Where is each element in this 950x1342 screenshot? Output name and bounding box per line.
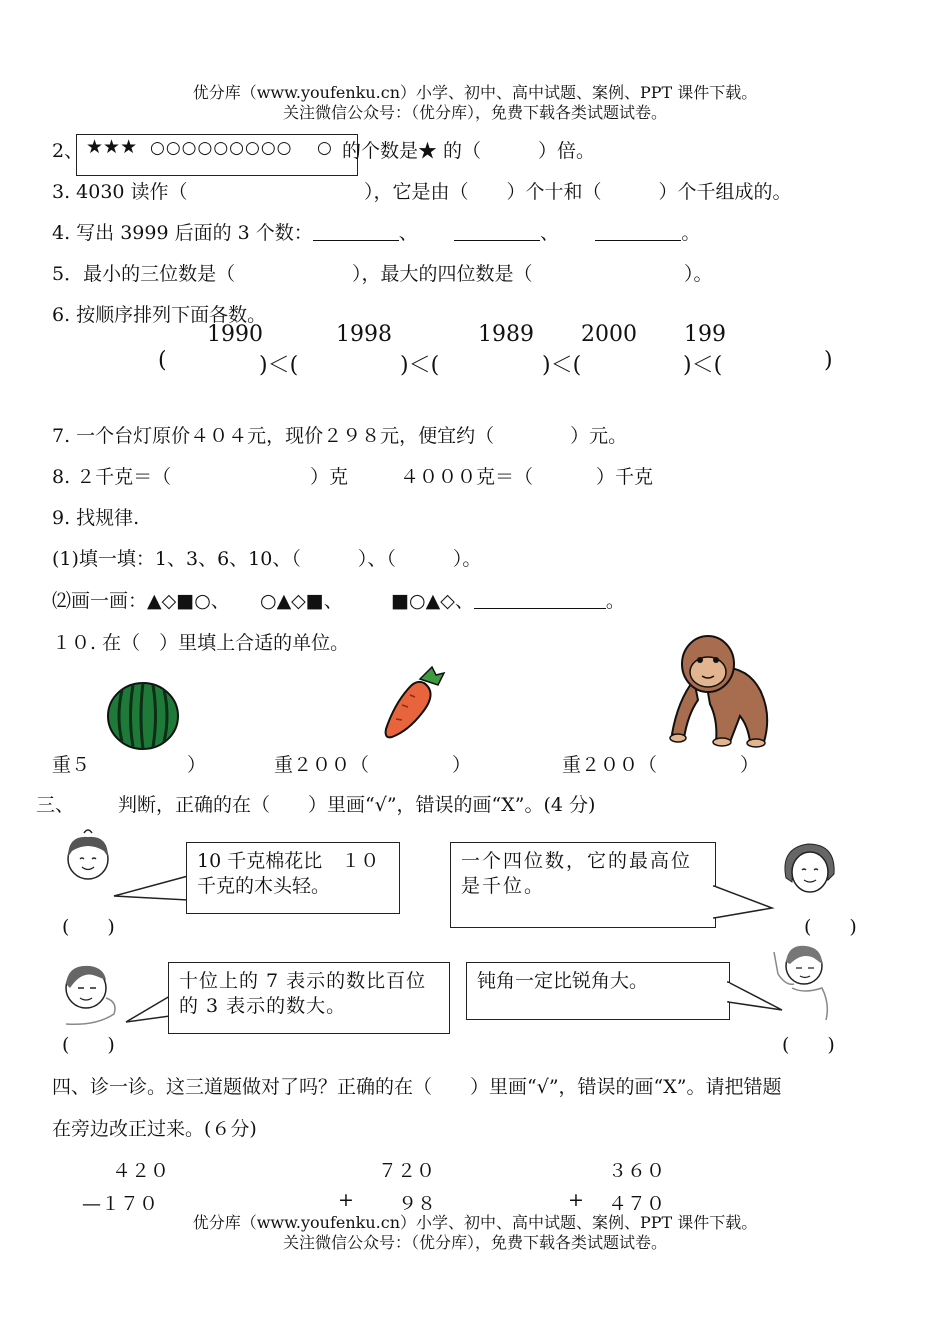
q4-sep-2: 、 — [540, 222, 560, 244]
q10-item-3-label: 重２００（ — [562, 754, 658, 776]
bubble-1: 10 千克棉花比 １０千克的木头轻。 — [186, 842, 400, 914]
q6-slot-6: ) — [824, 348, 833, 373]
section4-line-1: 四、诊一诊。这三道题做对了吗？正确的在（ ）里画“√”，错误的画“X”。请把错题 — [52, 1076, 782, 1098]
q4-sep-1: 、 — [398, 222, 418, 244]
q8-part-d: ）千克 — [596, 466, 654, 488]
q6-slot-1: ( — [158, 348, 167, 373]
problem-2-top: ７２０ — [378, 1160, 436, 1182]
q10-item-3-close: ） — [740, 754, 760, 776]
boy-pointing-icon — [764, 938, 834, 1022]
q2-circle: ○ — [317, 138, 332, 158]
q2-circles: ○○○○○○○○○ — [150, 138, 293, 158]
section4-line-2: 在旁边改正过来。(６分) — [52, 1118, 257, 1140]
q8-part-a: 8. ２千克＝（ — [52, 466, 172, 488]
bubble-1-answer: ( ) — [62, 916, 115, 938]
q6-slot-2: )＜( — [259, 353, 299, 378]
q4-blank-3 — [595, 222, 681, 241]
section3-instruction: 判断，正确的在（ ）里画“√”，错误的画“X”。(4 分) — [118, 794, 596, 816]
q4-blank-1 — [313, 222, 399, 241]
footer-line-2: 关注微信公众号：（优分库），免费下载各类试题试卷。 — [282, 1233, 667, 1252]
problem-2-bottom: ９８ — [398, 1193, 437, 1215]
problem-1-top: ４２０ — [112, 1160, 170, 1182]
carrot-icon — [380, 665, 446, 741]
q10-title: １０. 在（ ）里填上合适的单位。 — [52, 632, 350, 654]
bubble-2-tail — [712, 878, 774, 922]
q6-number-4: 2000 — [581, 322, 637, 347]
boy-thinking-icon — [56, 958, 124, 1032]
q9-pattern-2: ○▲◇■、 — [259, 590, 343, 612]
header-line-2: 关注微信公众号：（优分库），免费下载各类试题试卷。 — [282, 103, 667, 122]
q7-text: 7. 一个台灯原价４０４元，现价２９８元，便宜约（ ）元。 — [52, 425, 628, 447]
watermelon-icon — [104, 680, 182, 752]
q8-part-c: ４０００克＝（ — [400, 466, 534, 488]
q6-number-5: 199 — [684, 322, 726, 347]
q10-item-2-close: ） — [452, 754, 472, 776]
q4-end: 。 — [681, 222, 701, 244]
q10-item-2-label: 重２００（ — [274, 754, 370, 776]
q4-text — [52, 218, 700, 245]
q9-draw — [52, 586, 625, 613]
q9-fill: (1)填一填：1、3、6、10、（ ）、（ ）。 — [52, 548, 482, 570]
bubble-3-answer: ( ) — [62, 1034, 115, 1056]
bubble-4-answer: ( ) — [782, 1034, 835, 1056]
q3-part-a: 3. 4030 读作（ — [52, 181, 188, 203]
bubble-2-answer: ( ) — [804, 916, 857, 938]
q5-part-c: ）。 — [684, 263, 713, 285]
q9-title: 9. 找规律. — [52, 507, 140, 529]
q10-item-1-close: ） — [187, 754, 207, 776]
header-line-1: 优分库（www.youfenku.cn）小学、初中、高中试题、案例、PPT 课件下载。 — [192, 83, 758, 102]
q2-text: 的个数是★ 的（ ）倍。 — [342, 140, 596, 162]
section3-number: 三、 — [36, 794, 75, 816]
girl-face-icon — [60, 825, 116, 887]
gorilla-icon — [664, 630, 776, 748]
problem-3-top: ３６０ — [608, 1160, 666, 1182]
bubble-1-tail — [112, 870, 192, 910]
bubble-3-tail — [124, 992, 174, 1028]
q6-title: 6. 按顺序排列下面各数。 — [52, 304, 267, 326]
footer-line-1: 优分库（www.youfenku.cn）小学、初中、高中试题、案例、PPT 课件下载。 — [192, 1213, 758, 1232]
woman-face-icon — [778, 838, 840, 896]
q8-part-b: ）克 — [310, 466, 349, 488]
q6-slot-4: )＜( — [542, 353, 582, 378]
bubble-3: 十位上的 7 表示的数比百位的 3 表示的数大。 — [168, 962, 450, 1034]
q6-number-2: 1998 — [336, 322, 392, 347]
q9-draw-end: 。 — [605, 590, 625, 612]
q10-item-1-label: 重５ — [52, 754, 91, 776]
q6-slot-5: )＜( — [683, 353, 723, 378]
q9-pattern-1: ▲◇■○、 — [147, 590, 230, 612]
q3-part-b: ），它是由（ ）个十和（ ）个千组成的。 — [364, 181, 792, 203]
problem-2-operator: + — [338, 1189, 354, 1211]
q6-slot-3: )＜( — [400, 353, 440, 378]
q6-number-1: 1990 — [207, 322, 263, 347]
problem-3-operator: + — [568, 1189, 584, 1211]
bubble-2: 一个四位数，它的最高位是千位。 — [450, 842, 716, 928]
q5-part-a: 5．最小的三位数是（ — [52, 263, 236, 285]
q4-label: 4. 写出 3999 后面的 3 个数： — [52, 222, 313, 244]
q2-stars: ★★★ — [86, 136, 138, 158]
q9-pattern-3: ■○▲◇、 — [391, 590, 474, 612]
q4-blank-2 — [454, 222, 540, 241]
q2-number: 2、 — [52, 140, 84, 162]
q5-part-b: ），最大的四位数是（ — [352, 263, 533, 285]
bubble-4: 钝角一定比锐角大。 — [466, 962, 730, 1020]
problem-1-operation: —１７０ — [82, 1193, 159, 1215]
problem-3-bottom: ４７０ — [608, 1193, 666, 1215]
q6-number-3: 1989 — [478, 322, 534, 347]
q9-draw-blank — [474, 590, 606, 609]
q9-draw-label: ⑵画一画： — [52, 590, 148, 612]
